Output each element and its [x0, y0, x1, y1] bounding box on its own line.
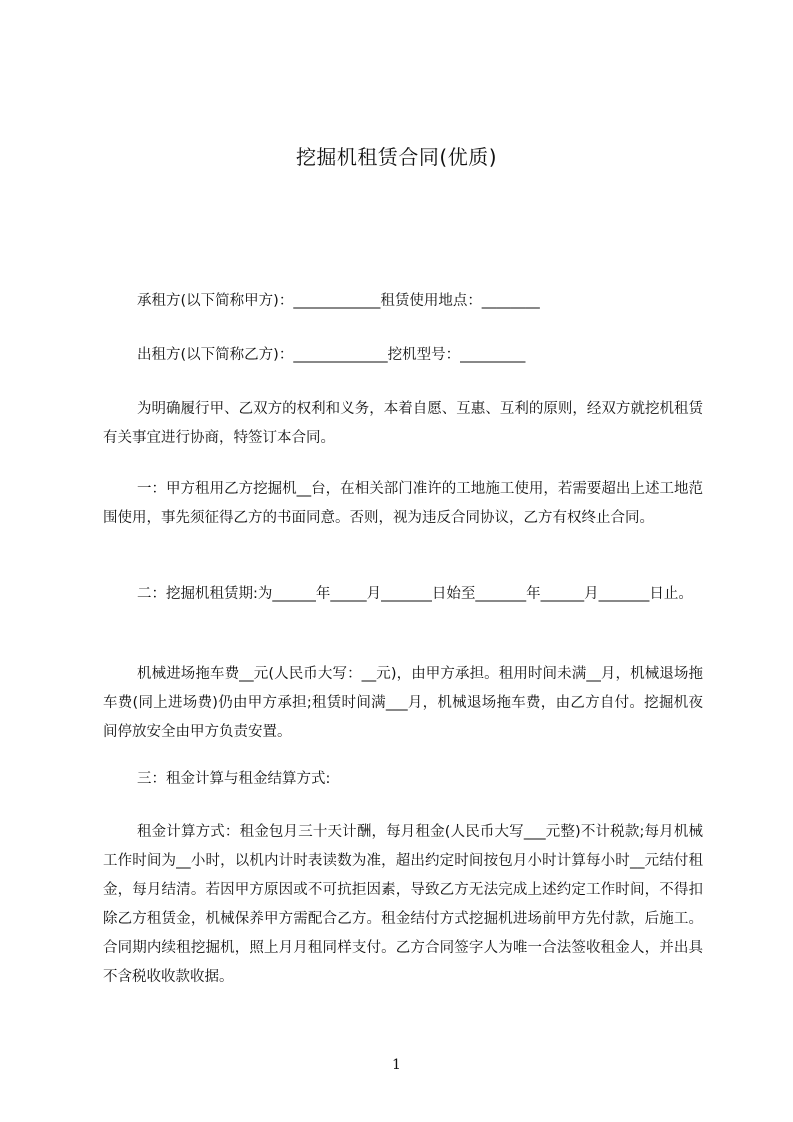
article-3-heading: 三：租金计算与租金结算方式: — [137, 771, 331, 787]
page-number: 1 — [392, 1057, 401, 1073]
towing-fee-paragraph: 机械进场拖车费__元(人民币大写：__元)，由甲方承担。租用时间未满__月，机械退场拖车费(同上进场费)仍由甲方承担;租赁时间满___月，机械退场拖车费，由乙方自付。挖掘机夜间停放安全由甲方负责安置。 — [103, 666, 703, 740]
article-2-paragraph: 二：挖掘机租赁期:为______年_____月_______日始至_______年______月_______日止。 — [137, 586, 693, 602]
article-1-paragraph: 一：甲方租用乙方挖掘机__台，在相关部门准许的工地施工使用，若需要超出上述工地范围使用，事先须征得乙方的书面同意。否则，视为违反合同协议，乙方有权终止合同。 — [103, 481, 703, 526]
document-title: 挖掘机租赁合同(优质) — [295, 145, 498, 169]
rent-calculation-paragraph: 租金计算方式：租金包月三十天计酬，每月租金(人民币大写___元整)不计税款;每月机械工作时间为__小时，以机内计时表读数为准，超出约定时间按包月小时计算每小时__元结付租金，每月结清。若因甲方原因或不可抗拒因素，导致乙方无法完成上述约定工作时间，不得扣除乙方租赁金，机械保养甲方需配合乙方。租金结付方式挖掘机进场前甲方先付款，后施工。合同期内续租挖掘机，照上月月租同样支付。乙方合同签字人为唯一合法签收租金人，并出具不含税收收款收据。 — [103, 824, 703, 985]
lessee-line: 承租方(以下简称甲方)：____________租赁使用地点：________ — [137, 293, 540, 309]
intro-paragraph: 为明确履行甲、乙双方的权利和义务，本着自愿、互惠、互利的原则，经双方就挖机租赁有关事宜进行协商，特签订本合同。 — [103, 401, 703, 446]
lessor-line: 出租方(以下简称乙方)：_____________挖机型号：_________ — [137, 347, 526, 363]
